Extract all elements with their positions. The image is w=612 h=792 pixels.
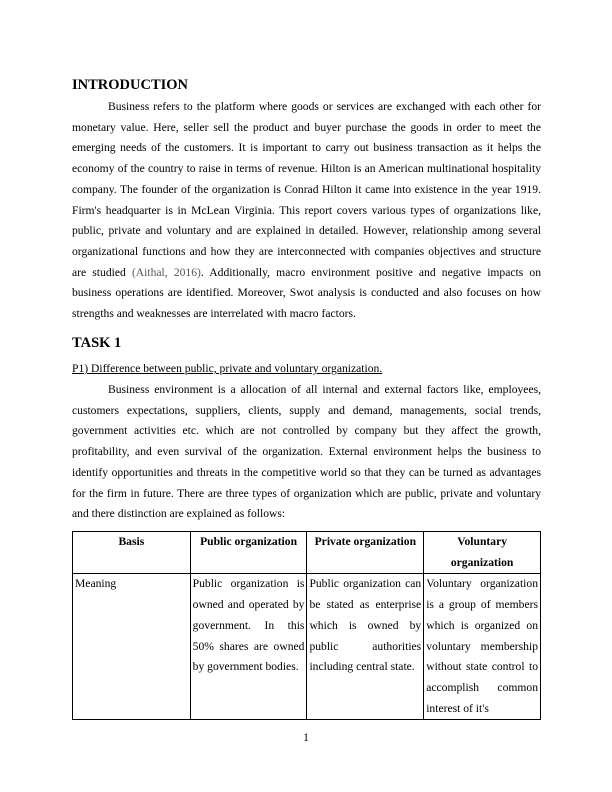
introduction-heading: INTRODUCTION xyxy=(72,77,189,93)
comparison-table xyxy=(72,531,541,720)
table-header-row xyxy=(73,532,541,574)
intro-text-part2: . Additionally, macro environment positive and negative impacts on business operations are identified. Moreover, Swot analysis is conducted and also focuses on how strengths and weaknesses are interrelated with macro factors. xyxy=(72,265,541,321)
task-heading: TASK 1 xyxy=(72,335,122,351)
column-header-voluntary: Voluntary organization xyxy=(424,532,541,574)
column-header-private: Private organization xyxy=(307,532,424,574)
cell-basis: Meaning xyxy=(73,574,191,720)
cell-voluntary: Voluntary organization is a group of members which is organized on voluntary membership without state control to accomplish common interest of it's xyxy=(424,574,541,720)
column-header-public: Public organization xyxy=(190,532,307,574)
page-number: 1 xyxy=(303,731,309,744)
table-row xyxy=(73,574,541,720)
cell-private: Public organization can be stated as enterprise which is owned by public authorities including central state. xyxy=(307,574,424,720)
intro-text-part1: Business refers to the platform where goods or services are exchanged with each other for monetary value. Here, seller sell the product and buyer purchase the goods in order to meet the emerging needs of the customers. It is important to carry out business transaction as it helps the economy of the country to raise in terms of revenue. Hilton is an American multinational hospitality company. The founder of the organization is Conrad Hilton it came into existence in the year 1919. Firm's headquarter is in McLean Virginia. This report covers various types of organizations like, public, private and voluntary and are explained in detailed. However, relationship among several organizational functions and how they are interconnected with companies objectives and structure are studied xyxy=(72,100,541,279)
citation: (Aithal, 2016) xyxy=(131,265,201,279)
cell-public: Public organization is owned and operated by government. In this 50% shares are owned by government bodies. xyxy=(190,574,307,720)
introduction-paragraph xyxy=(72,97,541,325)
task-paragraph: Business environment is a allocation of all internal and external factors like, employees, customers expectations, suppliers, clients, supply and demand, managements, social trends, government activities etc. which are not controlled by company but they affect the growth, profitability, and even survival of the organization. External environment helps the business to identify opportunities and threats in the competitive world so that they can be turned as advantages for the firm in future. There are three types of organization which are public, private and voluntary and there distinction are explained as follows: xyxy=(72,383,541,521)
column-header-basis: Basis xyxy=(73,532,191,574)
task-subheading: P1) Difference between public, private and voluntary organization. xyxy=(72,362,383,375)
